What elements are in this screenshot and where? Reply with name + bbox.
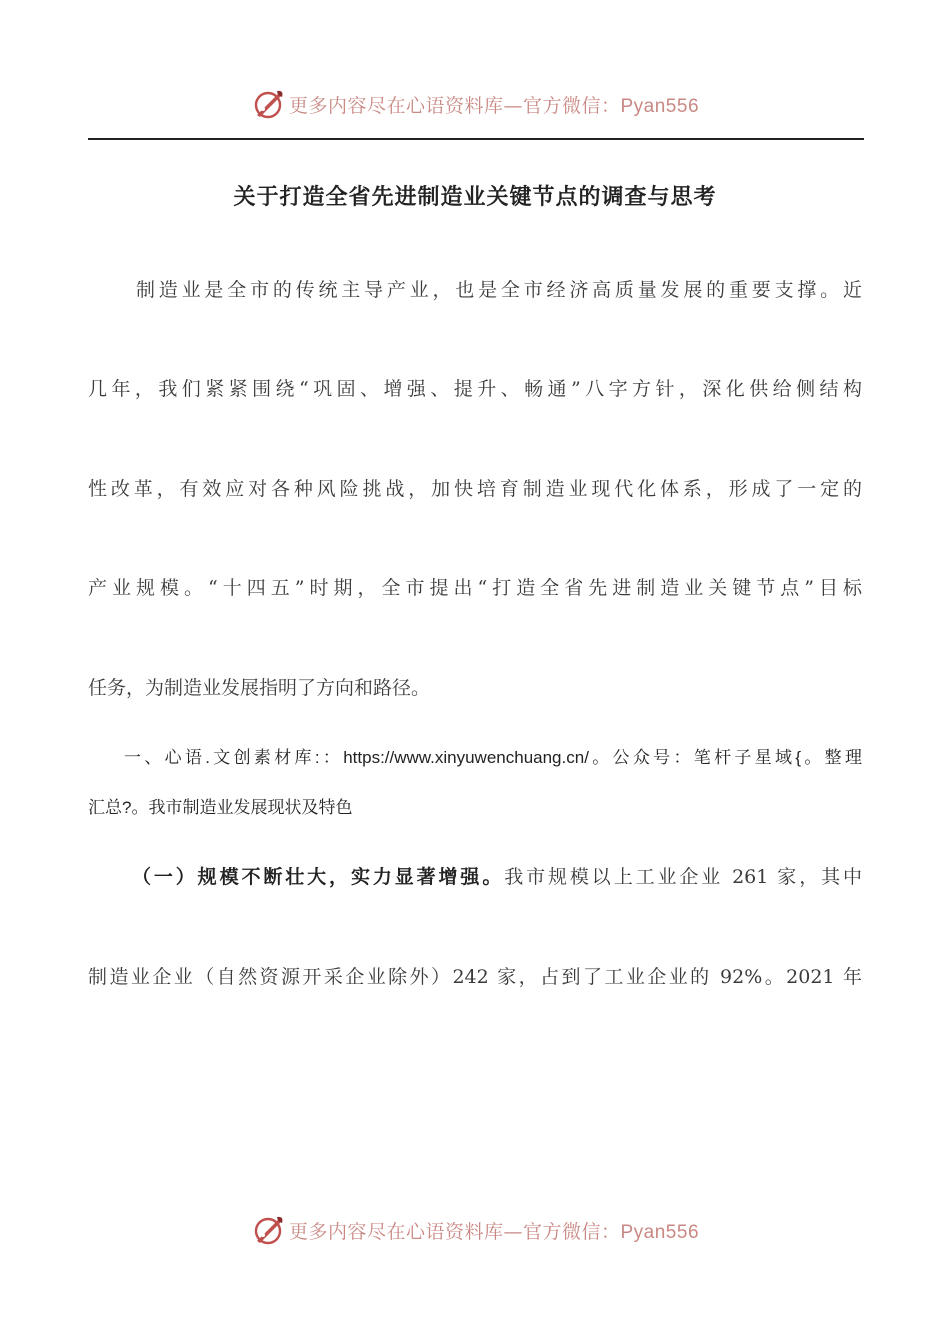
paragraph-line: 任务，为制造业发展指明了方向和路径。 [88, 677, 431, 699]
banner-text: 更多内容尽在心语资料库—官方微信：Pyan556 [288, 94, 700, 117]
header-rule [88, 138, 864, 140]
paragraph-line: 制造业是全市的传统主导产业，也是全市经济高质量发展的重要支撑。近 [136, 279, 862, 301]
footer-banner [0, 1210, 950, 1250]
banner-text: 更多内容尽在心语资料库—官方微信：Pyan556 [288, 1220, 700, 1243]
quill-pen-logo-icon [251, 1213, 285, 1247]
subsection-line: 制造业企业（自然资源开采企业除外）242 家，占到了工业企业的 92%。2021 年 [88, 966, 862, 988]
document-title: 关于打造全省先进制造业关键节点的调查与思考 [233, 184, 717, 210]
paragraph-line: 几年，我们紧紧围绕“巩固、增强、提升、畅通”八字方针，深化供给侧结构 [88, 378, 862, 400]
section-heading-line: 汇总?。我市制造业发展现状及特色 [88, 798, 353, 817]
quill-pen-logo-icon [251, 87, 285, 121]
paragraph-line: 性改革，有效应对各种风险挑战，加快培育制造业现代化体系，形成了一定的 [88, 478, 862, 500]
subsection-line [88, 862, 862, 889]
paragraph-line: 产业规模。“十四五”时期，全市提出“打造全省先进制造业关键节点”目标 [88, 577, 862, 599]
subsection-text: 我市规模以上工业企业 261 家，其中 [504, 866, 862, 888]
subsection-heading: （一）规模不断壮大，实力显著增强。 [132, 866, 505, 888]
header-banner [0, 84, 950, 124]
section-heading-line: 一、心语.文创素材库:：https://www.xinyuwenchuang.cn/。公众号：笔杆子星域{。整理 [124, 748, 862, 767]
